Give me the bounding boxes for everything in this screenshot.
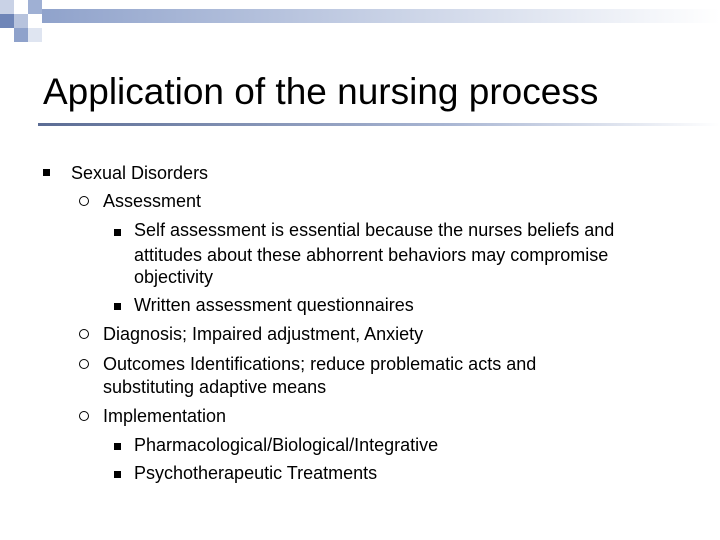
- title-underline: [38, 123, 720, 127]
- hollow-circle-bullet-icon: [79, 322, 89, 339]
- grid-square: [28, 14, 42, 28]
- bullet-level3-text: Pharmacological/Biological/Integrative: [134, 435, 439, 455]
- bullet-level2-text-line: substituting adaptive means: [103, 377, 327, 397]
- bullet-level2-text: Assessment: [103, 191, 202, 211]
- square-bullet-icon: [114, 295, 121, 310]
- grid-square: [28, 0, 42, 14]
- bullet-level3-text: Psychotherapeutic Treatments: [134, 463, 378, 483]
- square-bullet-icon: [114, 463, 121, 478]
- bullet-level1-text: Sexual Disorders: [71, 163, 209, 183]
- bullet-level3-text-line: objectivity: [134, 267, 214, 287]
- grid-square: [28, 28, 42, 42]
- grid-square: [0, 14, 14, 28]
- bullet-level2-text: Implementation: [103, 406, 227, 426]
- slide-title: Application of the nursing process: [43, 71, 599, 112]
- hollow-circle-bullet-icon: [79, 352, 89, 369]
- square-bullet-icon: [43, 161, 50, 176]
- bullet-level3-text-line: attitudes about these abhorrent behaviors may compromise: [134, 245, 609, 265]
- square-bullet-icon: [114, 221, 121, 236]
- hollow-circle-bullet-icon: [79, 189, 89, 206]
- grid-square: [0, 0, 14, 14]
- bullet-level3-text-line: Self assessment is essential because the nurses beliefs and: [134, 220, 615, 240]
- grid-square: [14, 0, 28, 14]
- bullet-level2-text-line: Outcomes Identifications; reduce problematic acts and: [103, 354, 537, 374]
- header-gradient-bar: [40, 9, 720, 23]
- bullet-level2-text: Diagnosis; Impaired adjustment, Anxiety: [103, 324, 424, 344]
- header-decoration: [0, 0, 720, 48]
- grid-square: [14, 28, 28, 42]
- square-bullet-icon: [114, 435, 121, 450]
- grid-square: [14, 14, 28, 28]
- grid-square: [0, 28, 14, 42]
- bullet-level3-text: Written assessment questionnaires: [134, 295, 414, 315]
- hollow-circle-bullet-icon: [79, 404, 89, 421]
